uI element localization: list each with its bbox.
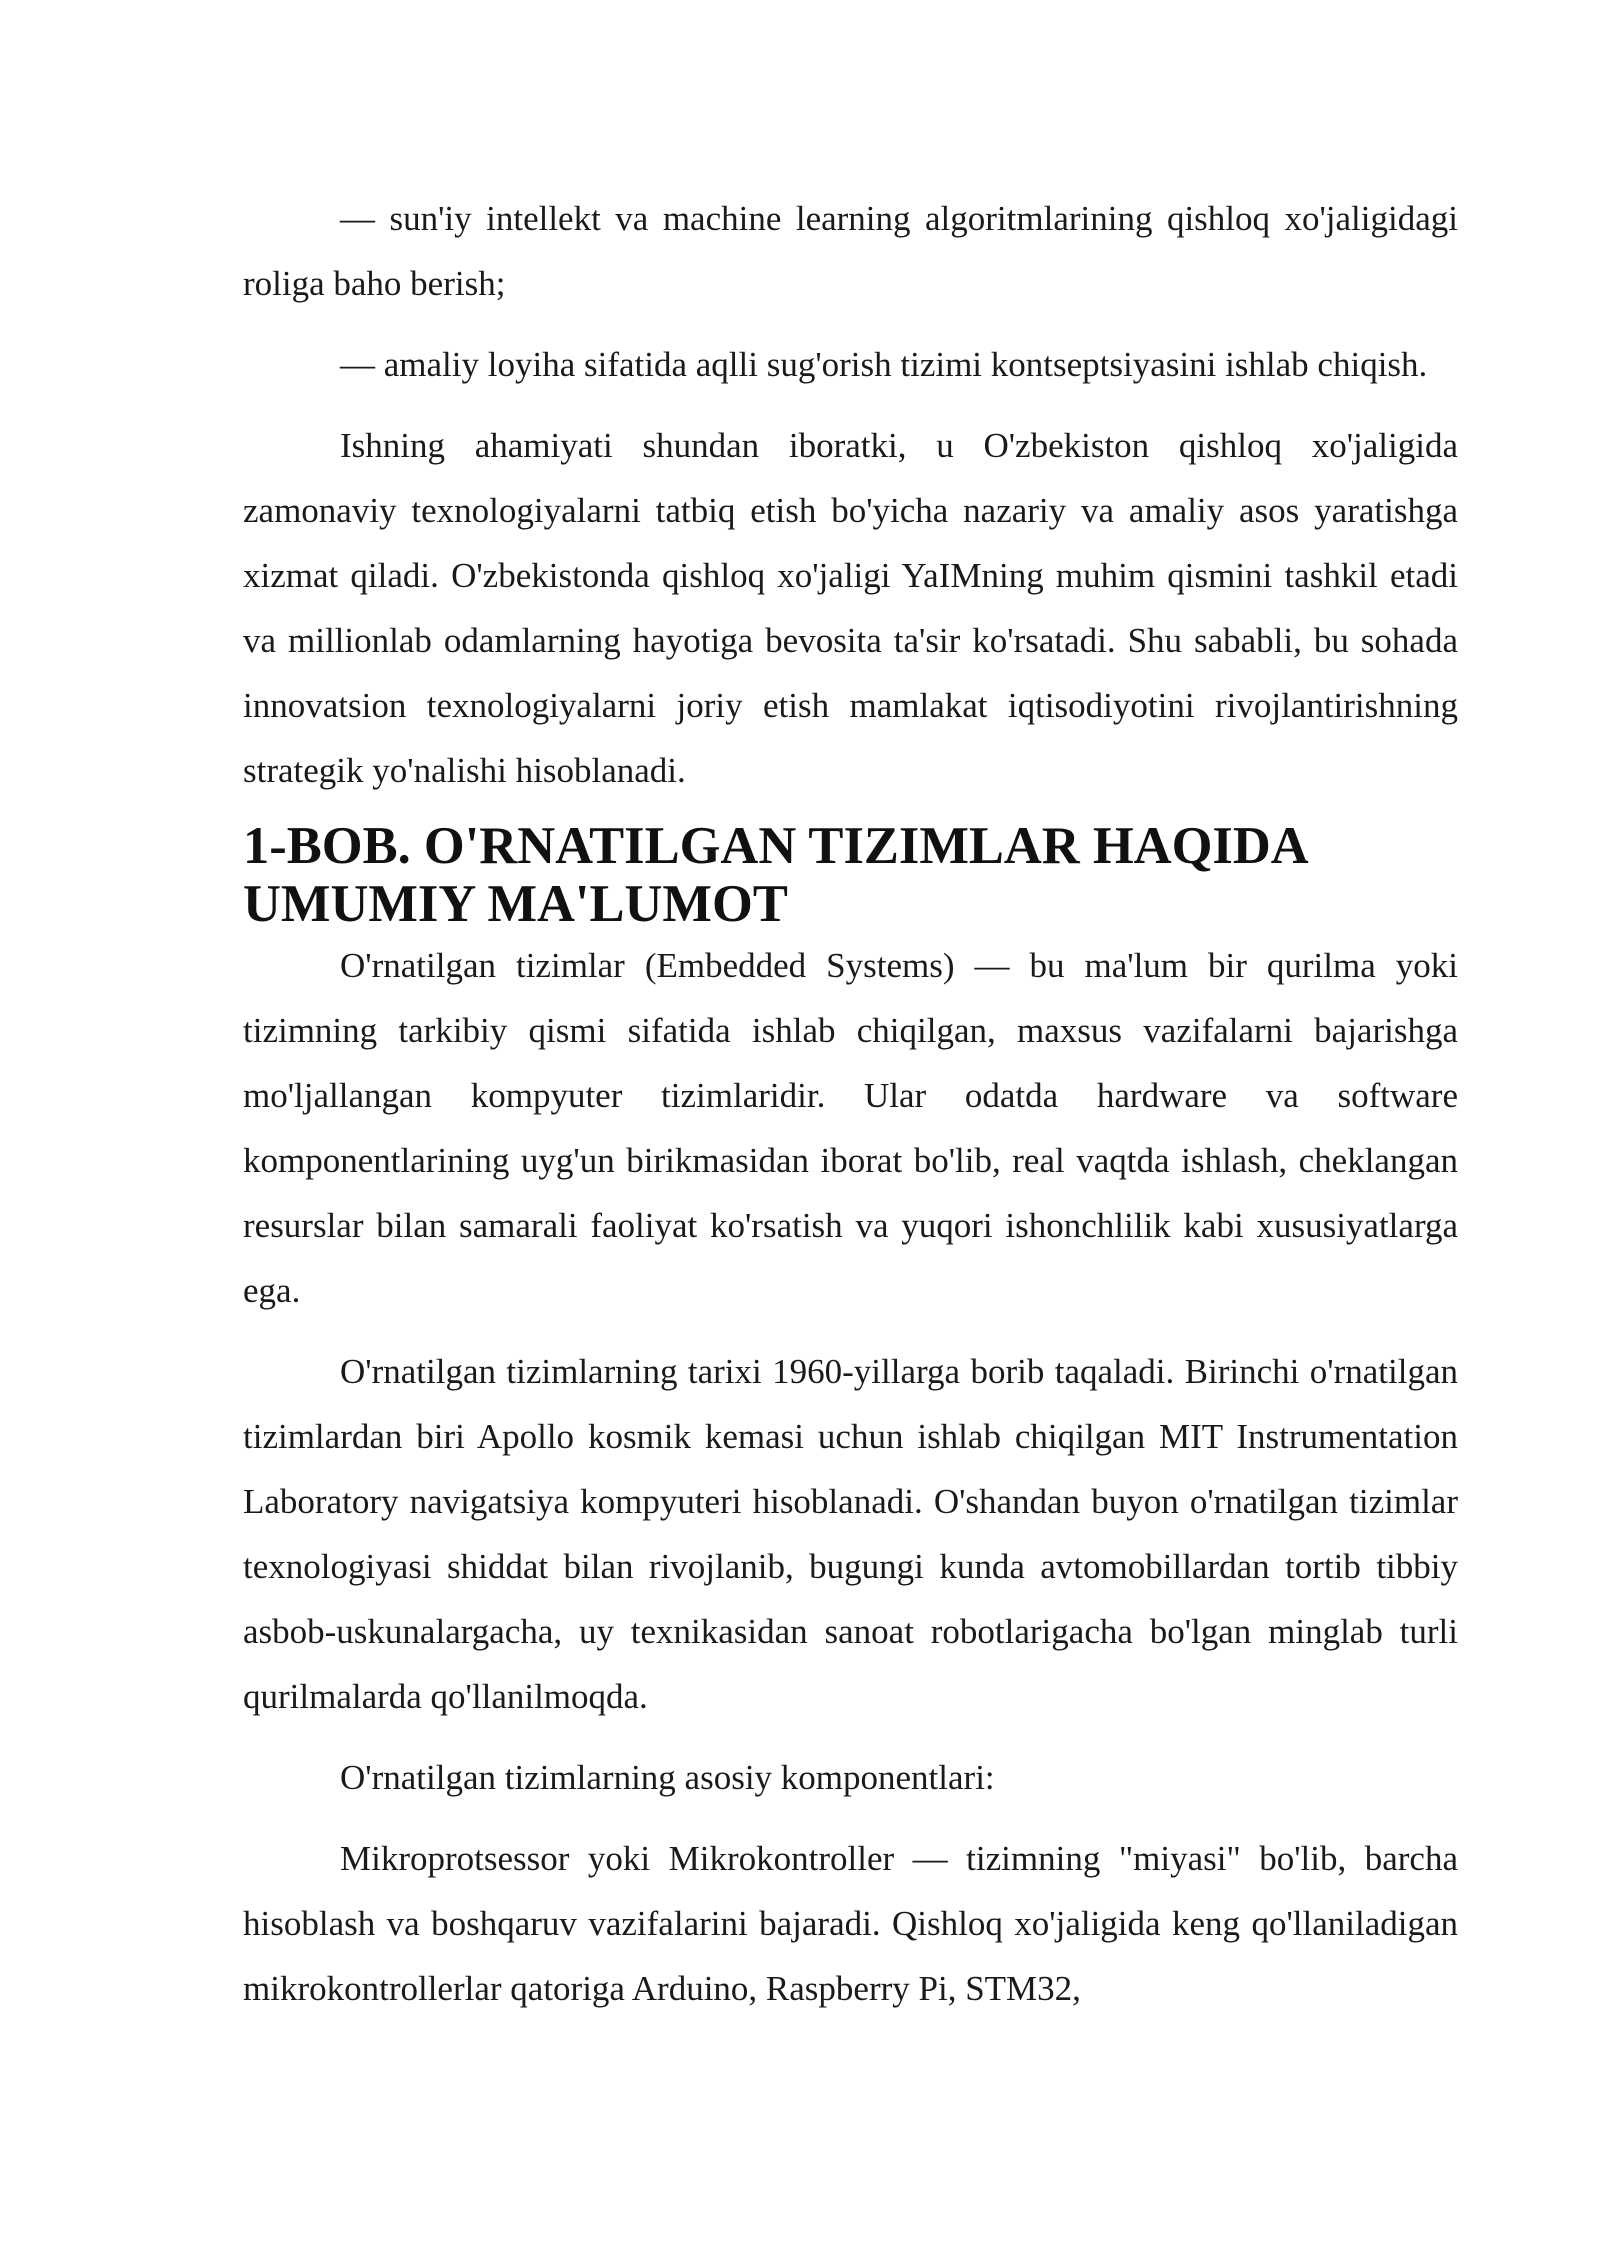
paragraph-microcontroller: Mikroprotsessor yoki Mikrokontroller — tizimning "miyasi" bo'lib, barcha hisoblash va boshqaruv vazifalarini bajaradi. Qishloq xo'jaligida keng qo'llaniladigan mikrokontrollerlar qatoriga Arduino, Raspberry Pi, STM32,: [243, 1839, 1458, 2008]
document-body: [243, 186, 1458, 2021]
paragraph-embedded-history: O'rnatilgan tizimlarning tarixi 1960-yillarga borib taqaladi. Birinchi o'rnatilgan tizimlardan biri Apollo kosmik kemasi uchun ishlab chiqilgan MIT Instrumentation Laboratory navigatsiya kompyuteri hisoblanadi. O'shandan buyon o'rnatilgan tizimlar texnologiyasi shiddat bilan rivojlanib, bugungi kunda avtomobillardan tortib tibbiy asbob-uskunalargacha, uy texnikasidan sanoat robotlarigacha bo'lgan minglab turli qurilmalarda qo'llanilmoqda.: [243, 1352, 1458, 1716]
paragraph-significance: Ishning ahamiyati shundan iboratki, u O'zbekiston qishloq xo'jaligida zamonaviy texnologiyalarni tatbiq etish bo'yicha nazariy va amaliy asos yaratishga xizmat qiladi. O'zbekistonda qishloq xo'jaligi YaIMning muhim qismini tashkil etadi va millionlab odamlarning hayotiga bevosita ta'sir ko'rsatadi. Shu sababli, bu sohada innovatsion texnologiyalarni joriy etish mamlakat iqtisodiyotini rivojlantirishning strategik yo'nalishi hisoblanadi.: [243, 426, 1458, 790]
bullet-paragraph-irrigation: — amaliy loyiha sifatida aqlli sug'orish tizimi kontseptsiyasini ishlab chiqish.: [340, 345, 1428, 384]
chapter-heading: 1-BOB. O'RNATILGAN TIZIMLAR HAQIDA UMUMIY MA'LUMOT: [243, 817, 1306, 933]
paragraph-components-intro: O'rnatilgan tizimlarning asosiy komponentlari:: [340, 1758, 995, 1797]
paragraph-embedded-definition: O'rnatilgan tizimlar (Embedded Systems) — bu ma'lum bir qurilma yoki tizimning tarkibiy qismi sifatida ishlab chiqilgan, maxsus vazifalarni bajarishga mo'ljallangan kompyuter tizimlaridir. Ular odatda hardware va software komponentlarining uyg'un birikmasidan iborat bo'lib, real vaqtda ishlash, cheklangan resurslar bilan samarali faoliyat ko'rsatish va yuqori ishonchlilik kabi xususiyatlarga ega.: [243, 946, 1458, 1310]
bullet-paragraph-ai-ml: — sun'iy intellekt va machine learning algoritmlarining qishloq xo'jaligidagi roliga baho berish;: [243, 199, 1458, 303]
